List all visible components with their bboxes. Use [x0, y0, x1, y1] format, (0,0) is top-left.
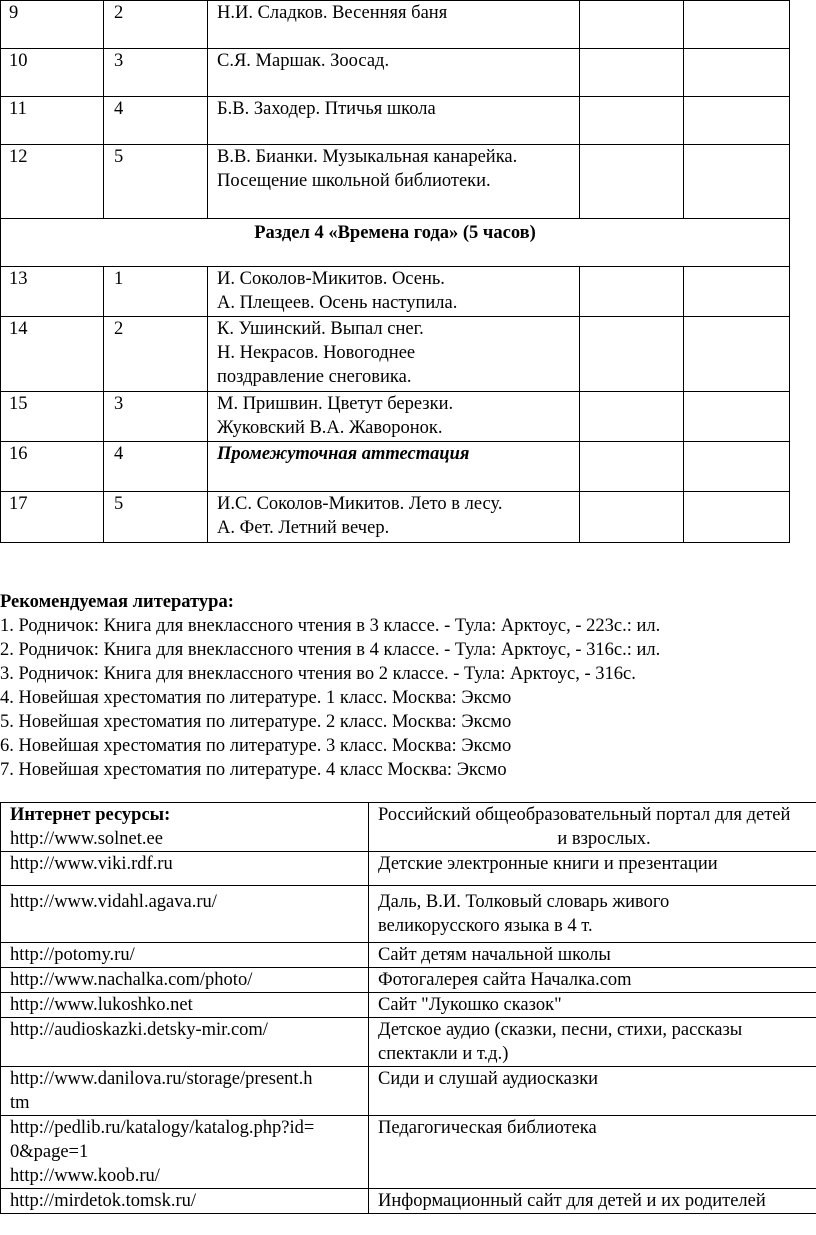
resource-url[interactable]: http://www.solnet.ee	[10, 829, 163, 849]
table-row	[1, 968, 816, 993]
table-row	[1, 943, 816, 968]
lesson-topic	[208, 267, 580, 317]
resource-url[interactable]: http://www.koob.ru/	[10, 1166, 160, 1186]
empty-cell	[684, 97, 790, 145]
topic-line: С.Я. Маршак. Зоосад.	[217, 51, 390, 71]
topic-line: А. Фет. Летний вечер.	[217, 518, 390, 538]
literature-item: 2. Родничок: Книга для внеклассного чтения в 4 классе. - Тула: Арктоус, - 316с.: ил.	[0, 640, 661, 660]
lesson-topic	[208, 317, 580, 392]
empty-cell	[684, 317, 790, 392]
resource-url[interactable]: http://audioskazki.detsky-mir.com/	[10, 1020, 268, 1040]
topic-line: И. Соколов-Микитов. Осень.	[217, 269, 445, 289]
empty-cell	[580, 267, 684, 317]
lesson-number: 16	[1, 442, 104, 492]
resource-desc-cell	[369, 1116, 816, 1189]
table-row	[1, 267, 790, 317]
empty-cell	[580, 317, 684, 392]
resource-url-cell	[1, 943, 369, 968]
empty-cell	[684, 392, 790, 442]
literature-item: 6. Новейшая хрестоматия по литературе. 3 класс. Москва: Эксмо	[0, 736, 512, 756]
empty-cell	[580, 392, 684, 442]
resource-desc-line: Педагогическая библиотека	[378, 1118, 597, 1138]
resource-desc-line: и взрослых.	[557, 829, 651, 849]
table-row	[1, 492, 790, 543]
resource-url[interactable]: tm	[10, 1093, 30, 1113]
table-row	[1, 97, 790, 145]
resource-url-cell	[1, 1018, 369, 1067]
resource-desc-line: Сайт "Лукошко сказок"	[378, 995, 562, 1015]
lesson-number: 13	[1, 267, 104, 317]
empty-cell	[580, 442, 684, 492]
lesson-number: 17	[1, 492, 104, 543]
table-row	[1, 145, 790, 219]
resource-url[interactable]: http://pedlib.ru/katalogy/katalog.php?id=	[10, 1118, 315, 1138]
literature-item: 5. Новейшая хрестоматия по литературе. 2 класс. Москва: Эксмо	[0, 712, 512, 732]
lesson-in-section: 5	[104, 492, 208, 543]
table-row	[1, 886, 816, 943]
table-row	[1, 1189, 816, 1214]
lesson-number: 11	[1, 97, 104, 145]
resource-url[interactable]: http://www.viki.rdf.ru	[10, 854, 173, 874]
literature-heading: Рекомендуемая литература:	[0, 592, 234, 612]
table-row	[1, 442, 790, 492]
topic-line: В.В. Бианки. Музыкальная канарейка.	[217, 147, 518, 167]
lesson-number: 10	[1, 49, 104, 97]
lesson-number: 9	[1, 1, 104, 49]
resource-url[interactable]: http://www.vidahl.agava.ru/	[10, 892, 217, 912]
resource-desc-line: Даль, В.И. Толковый словарь живого	[378, 892, 670, 912]
empty-cell	[684, 145, 790, 219]
resource-url-cell	[1, 852, 369, 886]
resource-url-cell	[1, 993, 369, 1018]
lesson-number: 14	[1, 317, 104, 392]
empty-cell	[580, 49, 684, 97]
resource-desc-cell	[369, 943, 816, 968]
resource-desc-cell	[369, 803, 816, 852]
literature-item: 4. Новейшая хрестоматия по литературе. 1 класс. Москва: Эксмо	[0, 688, 512, 708]
table-row	[1, 392, 790, 442]
topic-line: Жуковский В.А. Жаворонок.	[217, 418, 443, 438]
lesson-topic	[208, 392, 580, 442]
lesson-topic	[208, 145, 580, 219]
lesson-in-section: 5	[104, 145, 208, 219]
resource-url-cell	[1, 1189, 369, 1214]
empty-cell	[684, 267, 790, 317]
resource-desc-line: Информационный сайт для детей и их родителей	[378, 1191, 766, 1211]
internet-resources-table	[0, 802, 816, 1214]
literature-item: 1. Родничок: Книга для внеклассного чтения в 3 классе. - Тула: Арктоус, - 223с.: ил.	[0, 616, 661, 636]
resource-desc-line: Российский общеобразовательный портал для детей	[378, 805, 791, 825]
table-row	[1, 1116, 816, 1189]
resource-desc-cell	[369, 852, 816, 886]
resource-desc-cell	[369, 1067, 816, 1116]
resource-desc-line: Детские электронные книги и презентации	[378, 854, 718, 874]
lesson-topic	[208, 492, 580, 543]
lesson-topic-attestation	[208, 442, 580, 492]
table-row	[1, 317, 790, 392]
resource-url-cell	[1, 1116, 369, 1189]
lesson-in-section: 2	[104, 317, 208, 392]
table-row	[1, 852, 816, 886]
resource-desc-line: великорусского языка в 4 т.	[378, 916, 593, 936]
lessons-table	[0, 0, 790, 543]
resource-desc-line: Детское аудио (сказки, песни, стихи, рассказы	[378, 1020, 743, 1040]
recommended-literature	[0, 590, 816, 782]
topic-line: К. Ушинский. Выпал снег.	[217, 319, 424, 339]
topic-line: поздравление снеговика.	[217, 367, 412, 387]
empty-cell	[684, 1, 790, 49]
empty-cell	[580, 97, 684, 145]
topic-line: А. Плещеев. Осень наступила.	[217, 293, 458, 313]
topic-line: Н.И. Сладков. Весенняя баня	[217, 3, 448, 23]
topic-line: М. Пришвин. Цветут березки.	[217, 394, 454, 414]
resource-url[interactable]: http://www.nachalka.com/photo/	[10, 970, 253, 990]
lesson-in-section: 1	[104, 267, 208, 317]
resource-url[interactable]: http://mirdetok.tomsk.ru/	[10, 1191, 197, 1211]
resource-desc-line: Фотогалерея сайта Началка.com	[378, 970, 632, 990]
lesson-number: 12	[1, 145, 104, 219]
resources-heading: Интернет ресурсы:	[10, 805, 171, 825]
table-row	[1, 49, 790, 97]
lesson-in-section: 3	[104, 392, 208, 442]
topic-line: Промежуточная аттестация	[217, 444, 470, 464]
table-row	[1, 803, 816, 852]
topic-line: Н. Некрасов. Новогоднее	[217, 343, 416, 363]
resource-desc-cell	[369, 886, 816, 943]
resource-desc-cell	[369, 968, 816, 993]
topic-line: И.С. Соколов-Микитов. Лето в лесу.	[217, 494, 503, 514]
empty-cell	[580, 145, 684, 219]
empty-cell	[684, 442, 790, 492]
resource-url[interactable]: http://potomy.ru/	[10, 945, 135, 965]
literature-item: 7. Новейшая хрестоматия по литературе. 4 класс Москва: Эксмо	[0, 760, 507, 780]
lesson-number: 15	[1, 392, 104, 442]
resource-desc-cell	[369, 1189, 816, 1214]
empty-cell	[684, 49, 790, 97]
resource-url[interactable]: 0&page=1	[10, 1142, 89, 1162]
topic-line: Б.В. Заходер. Птичья школа	[217, 99, 436, 119]
topic-line: Посещение школьной библиотеки.	[217, 171, 491, 191]
resource-desc-line: Сиди и слушай аудиосказки	[378, 1069, 599, 1089]
resource-url[interactable]: http://www.danilova.ru/storage/present.h	[10, 1069, 313, 1089]
resource-desc-cell	[369, 1018, 816, 1067]
lesson-topic	[208, 1, 580, 49]
lesson-topic	[208, 49, 580, 97]
empty-cell	[580, 492, 684, 543]
resource-desc-cell	[369, 993, 816, 1018]
section-title: Раздел 4 «Времена года» (5 часов)	[1, 219, 790, 267]
literature-item: 3. Родничок: Книга для внеклассного чтения во 2 классе. - Тула: Арктоус, - 316с.	[0, 664, 636, 684]
empty-cell	[684, 492, 790, 543]
resource-desc-line: спектакли и т.д.)	[378, 1044, 509, 1064]
resource-url-cell	[1, 1067, 369, 1116]
resource-url-cell	[1, 886, 369, 943]
lesson-in-section: 4	[104, 97, 208, 145]
section-row	[1, 219, 790, 267]
resource-url-cell	[1, 968, 369, 993]
resource-url-cell	[1, 803, 369, 852]
lesson-in-section: 4	[104, 442, 208, 492]
table-row	[1, 993, 816, 1018]
lesson-in-section: 2	[104, 1, 208, 49]
lesson-topic	[208, 97, 580, 145]
lesson-in-section: 3	[104, 49, 208, 97]
resource-desc-line: Сайт детям начальной школы	[378, 945, 611, 965]
empty-cell	[580, 1, 684, 49]
resource-url[interactable]: http://www.lukoshko.net	[10, 995, 193, 1015]
table-row	[1, 1, 790, 49]
table-row	[1, 1067, 816, 1116]
table-row	[1, 1018, 816, 1067]
